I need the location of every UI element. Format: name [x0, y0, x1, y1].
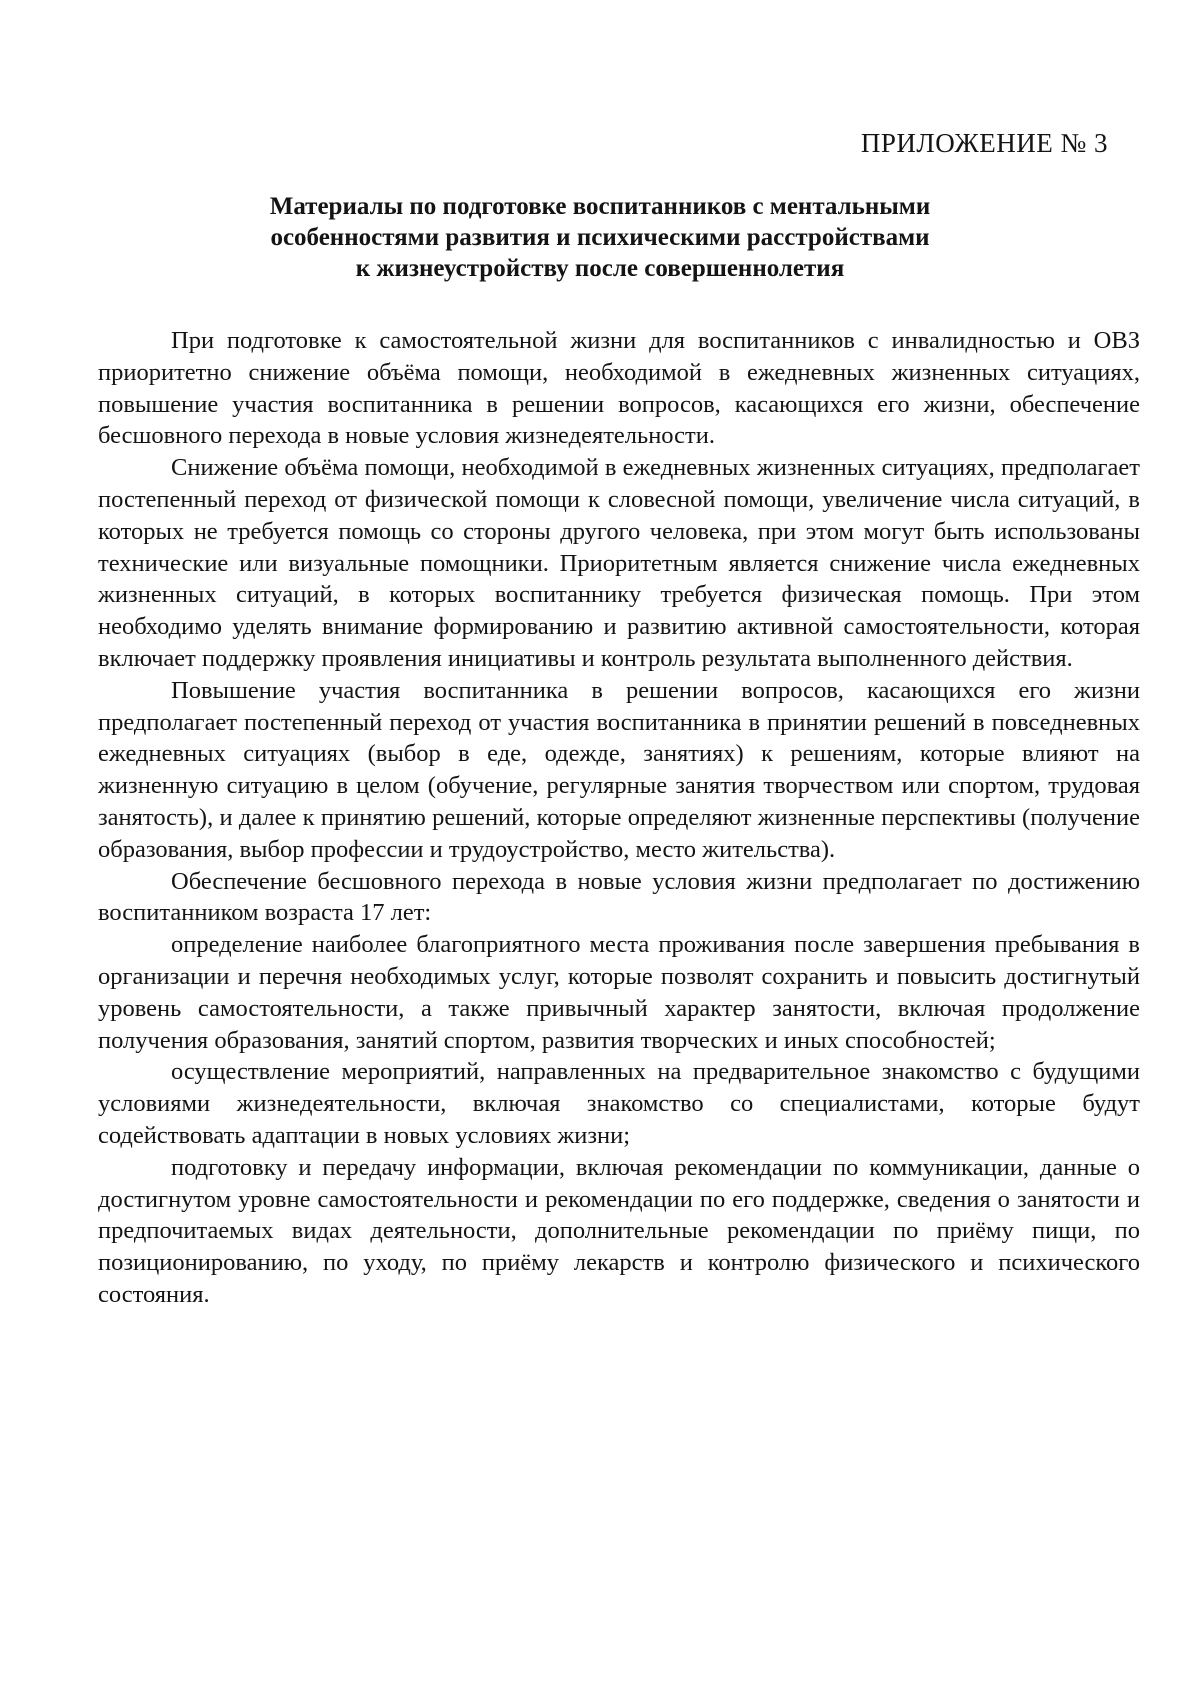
- paragraph-list-item-acquaintance: осуществление мероприятий, направленных на предварительное знакомство с будущими условиями жизнедеятельности, включая знакомство со специалистами, которые будут содействовать адаптации в новых условиях жизни;: [98, 1058, 1140, 1149]
- title-line: к жизнеустройству после совершеннолетия: [355, 255, 845, 282]
- paragraph-list-item-residence: определение наиболее благоприятного места проживания после завершения пребывания в организации и перечня необходимых услуг, которые позволят сохранить и повысить достигнутый уровень самостоятельности, а также привычный характер занятости, включая продолжение получения образования, занятий спортом, развития творческих и иных способностей;: [98, 931, 1140, 1054]
- paragraph-help-reduction: Снижение объёма помощи, необходимой в ежедневных жизненных ситуациях, предполагает постепенный переход от физической помощи к словесной помощи, увеличение числа ситуаций, в которых не требуется помощь со стороны другого человека, при этом могут быть использованы технические или визуальные помощники. Приоритетным является снижение числа ежедневных жизненных ситуаций, в которых воспитаннику требуется физическая помощь. При этом необходимо уделять внимание формированию и развитию активной самостоятельности, которая включает поддержку проявления инициативы и контроль результата выполненного действия.: [98, 454, 1140, 672]
- document-title: [100, 191, 1100, 284]
- document-body: [98, 325, 1140, 1311]
- title-line: особенностями развития и психическими расстройствами: [270, 224, 930, 251]
- paragraph-list-item-information: подготовку и передачу информации, включая рекомендации по коммуникации, данные о достигнутом уровне самостоятельности и рекомендации по его поддержке, сведения о занятости и предпочитаемых видах деятельности, дополнительные рекомендации по приёму пищи, по позиционированию, по уходу, по приёму лекарств и контролю физического и психического состояния.: [98, 1153, 1140, 1308]
- paragraph-participation: Повышение участия воспитанника в решении вопросов, касающихся его жизни предполагает постепенный переход от участия воспитанника в принятии решений в повседневных ежедневных ситуациях (выбор в еде, одежде, занятиях) к решениям, которые влияют на жизненную ситуацию в целом (обучение, регулярные занятия творчеством или спортом, трудовая занятость), и далее к принятию решений, которые определяют жизненные перспективы (получение образования, выбор профессии и трудоустройство, место жительства).: [98, 676, 1140, 863]
- paragraph-intro: При подготовке к самостоятельной жизни для воспитанников с инвалидностью и ОВЗ приоритетно снижение объёма помощи, необходимой в ежедневных жизненных ситуациях, повышение участия воспитанника в решении вопросов, касающихся его жизни, обеспечение бесшовного перехода в новые условия жизнедеятельности.: [98, 327, 1140, 450]
- paragraph-seamless-transition: Обеспечение бесшовного перехода в новые условия жизни предполагает по достижению воспитанником возраста 17 лет:: [98, 867, 1140, 927]
- appendix-label: ПРИЛОЖЕНИЕ № 3: [860, 128, 1108, 158]
- title-line: Материалы по подготовке воспитанников с ментальными: [269, 193, 931, 220]
